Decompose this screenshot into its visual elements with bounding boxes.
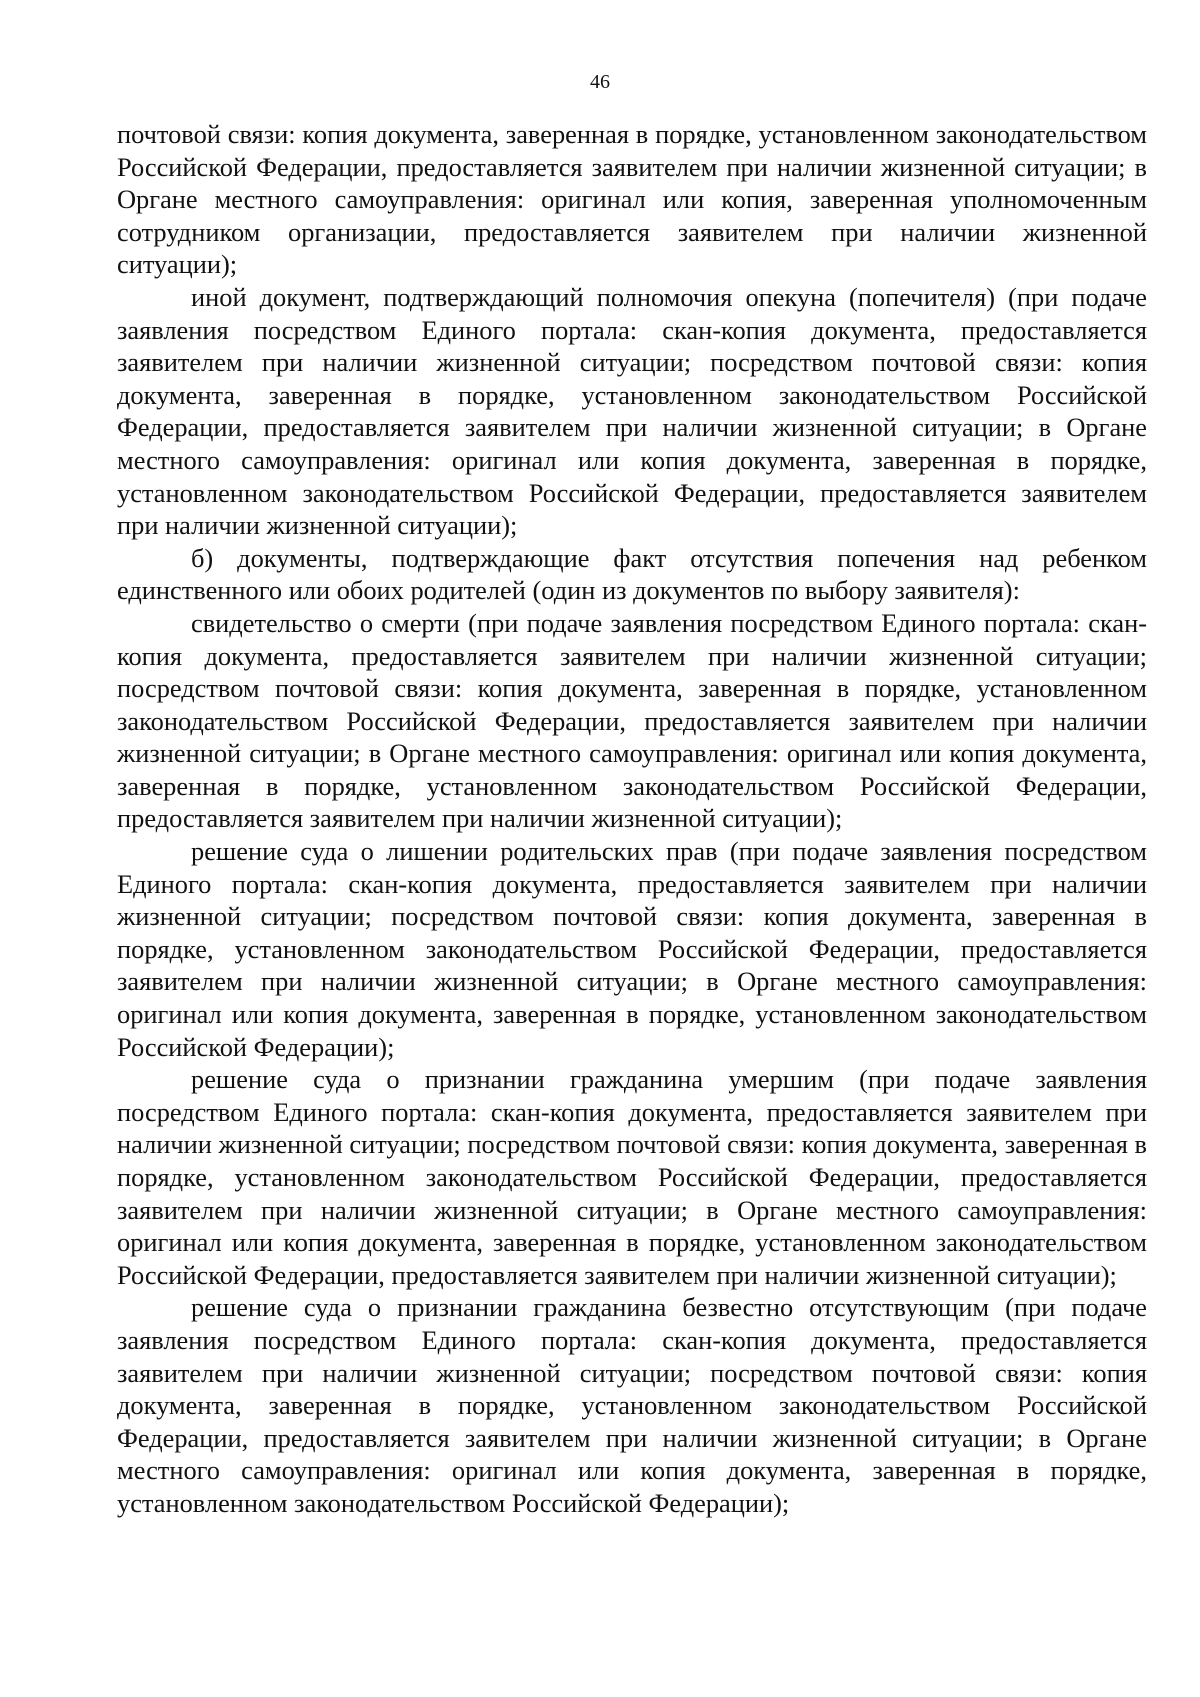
paragraph-4: свидетельство о смерти (при подаче заявления посредством Единого портала: скан-копия документа, предоставляется заявителем при наличии жизненной ситуации; посредством почтовой связи: копия документа, заверенная в порядке, установленном законодательством Российской Федерации, предоставляется заявителем при наличии жизненной ситуации; в Органе местного самоуправления: оригинал или копия документа, заверенная в порядке, установленном законодательством Российской Федерации, предоставляется заявителем при наличии жизненной ситуации); (117, 607, 1147, 834)
paragraph-1: почтовой связи: копия документа, заверенная в порядке, установленном законодательством Российской Федерации, предоставляется заявителем при наличии жизненной ситуации; в Органе местного самоуправления: оригинал или копия, заверенная уполномоченным сотрудником организации, предоставляется заявителем при наличии жизненной ситуации); (117, 119, 1147, 280)
paragraph-5: решение суда о лишении родительских прав (при подаче заявления посредством Единого портала: скан-копия документа, предоставляется заявителем при наличии жизненной ситуации; посредством почтовой связи: копия документа, заверенная в порядке, установленном законодательством Российской Федерации, предоставляется заявителем при наличии жизненной ситуации; в Органе местного самоуправления: оригинал или копия документа, заверенная в порядке, установленном законодательством Российской Федерации); (117, 836, 1147, 1062)
document-body (117, 118, 1147, 1520)
paragraph-2: иной документ, подтверждающий полномочия опекуна (попечителя) (при подаче заявления посредством Единого портала: скан-копия документа, предоставляется заявителем при наличии жизненной ситуации; посредством почтовой связи: копия документа, заверенная в порядке, установленном законодательством Российской Федерации, предоставляется заявителем при наличии жизненной ситуации; в Органе местного самоуправления: оригинал или копия документа, заверенная в порядке, установленном законодательством Российской Федерации, предоставляется заявителем при наличии жизненной ситуации); (117, 281, 1147, 541)
page-number: 46 (590, 71, 610, 93)
paragraph-3: б) документы, подтверждающие факт отсутствия попечения над ребенком единственного или обоих родителей (один из документов по выбору заявителя): (117, 542, 1147, 606)
paragraph-7: решение суда о признании гражданина безвестно отсутствующим (при подаче заявления посредством Единого портала: скан-копия документа, предоставляется заявителем при наличии жизненной ситуации; посредством почтовой связи: копия документа, заверенная в порядке, установленном законодательством Российской Федерации, предоставляется заявителем при наличии жизненной ситуации; в Органе местного самоуправления: оригинал или копия документа, заверенная в порядке, установленном законодательством Российской Федерации); (117, 1292, 1147, 1518)
paragraph-6: решение суда о признании гражданина умершим (при подаче заявления посредством Единого портала: скан-копия документа, предоставляется заявителем при наличии жизненной ситуации; посредством почтовой связи: копия документа, заверенная в порядке, установленном законодательством Российской Федерации, предоставляется заявителем при наличии жизненной ситуации; в Органе местного самоуправления: оригинал или копия документа, заверенная в порядке, установленном законодательством Российской Федерации, предоставляется заявителем при наличии жизненной ситуации); (117, 1064, 1147, 1290)
